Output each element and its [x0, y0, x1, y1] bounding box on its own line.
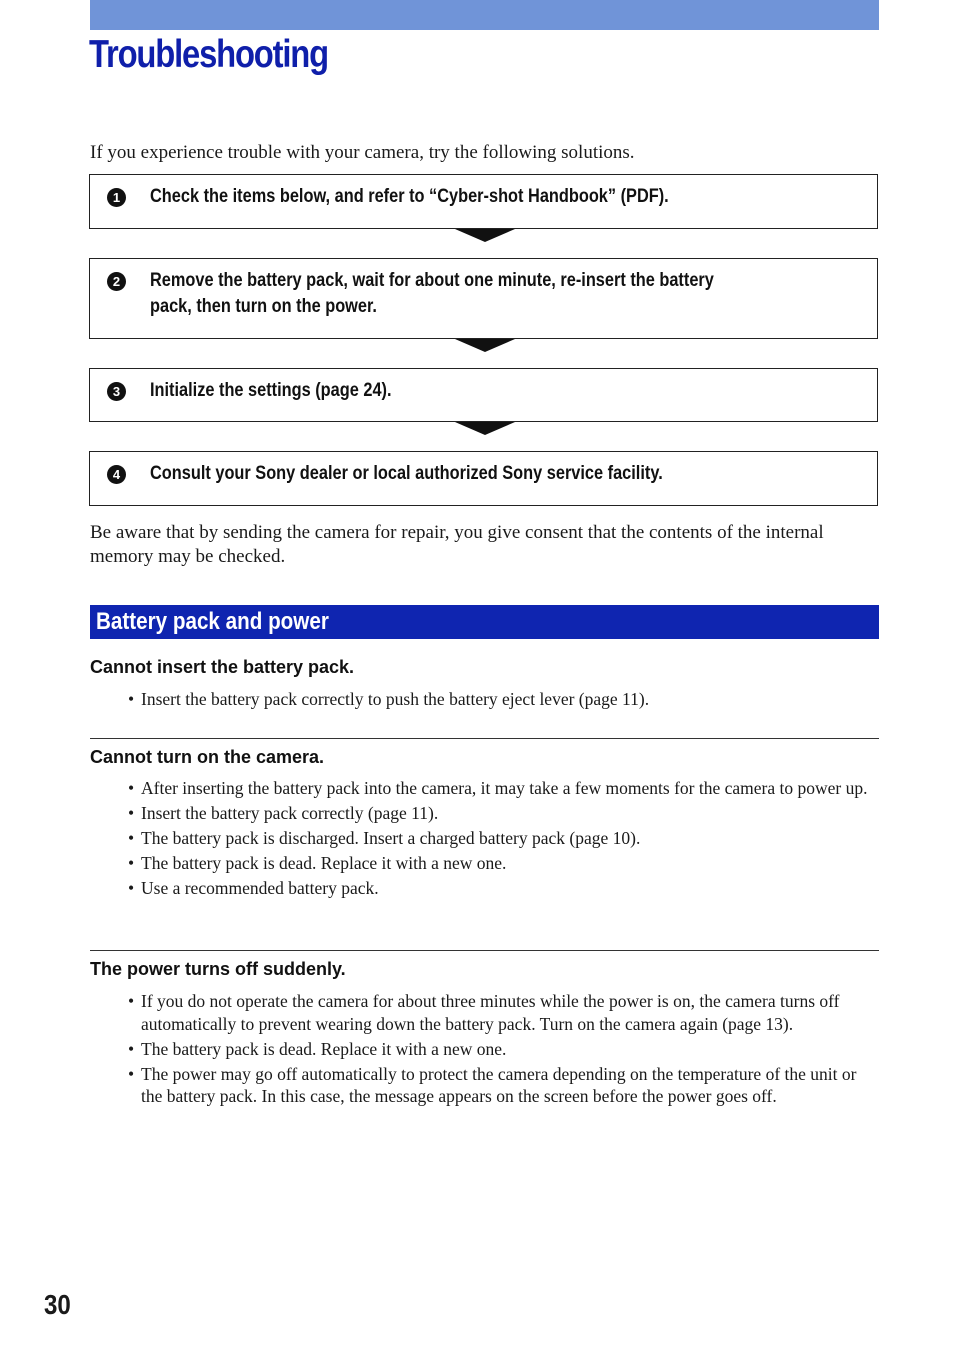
step-number-1: 1: [107, 188, 126, 207]
step-number-3: 3: [107, 382, 126, 401]
list-item: • The battery pack is dead. Replace it with a new one.: [128, 1038, 880, 1061]
topic-list: [128, 688, 880, 713]
list-item: • The power may go off automatically to protect the camera depending on the temperature of the unit or the battery pack. In this case, the message appears on the screen before the power goes off.: [128, 1063, 880, 1108]
divider: [90, 738, 879, 739]
list-item: • If you do not operate the camera for about three minutes while the power is on, the camera turns off automatically to prevent wearing down the battery pack. Turn on the camera again (page 13).: [128, 990, 880, 1035]
step-text-3: [150, 378, 859, 404]
topic-list: [128, 777, 880, 902]
intro-text: If you experience trouble with your camera, try the following solutions.: [90, 142, 635, 163]
list-item: • After inserting the battery pack into the camera, it may take a few moments for the camera to power up.: [128, 777, 880, 800]
topic-title: Cannot turn on the camera.: [90, 747, 325, 767]
step-box-3: [89, 368, 878, 422]
step-number-4: 4: [107, 465, 126, 484]
step-text-4-line: Consult your Sony dealer or local authorized Sony service facility.: [150, 463, 663, 484]
list-item: • The battery pack is discharged. Insert a charged battery pack (page 10).: [128, 827, 880, 850]
topic-title: The power turns off suddenly.: [90, 959, 346, 979]
page-title: Troubleshooting: [89, 33, 328, 76]
down-arrow-icon: [455, 339, 515, 352]
page-number: 30: [44, 1289, 71, 1320]
step-text-4: [150, 461, 859, 487]
step-text-2-line-1: Remove the battery pack, wait for about one minute, re-insert the battery: [150, 270, 714, 291]
step-text-1-line: Check the items below, and refer to “Cyber-shot Handbook” (PDF).: [150, 186, 669, 207]
step-box-1: [89, 174, 878, 229]
section-title: Battery pack and power: [96, 608, 329, 635]
step-box-2: [89, 258, 878, 339]
list-item: • Insert the battery pack correctly to push the battery eject lever (page 11).: [128, 688, 880, 711]
topic-list: [128, 990, 880, 1110]
list-item: • Use a recommended battery pack.: [128, 877, 880, 900]
section-header: [90, 605, 879, 639]
list-item: • Insert the battery pack correctly (page 11).: [128, 802, 880, 825]
step-text-3-line: Initialize the settings (page 24).: [150, 380, 392, 401]
divider: [90, 950, 879, 951]
step-number-2: 2: [107, 272, 126, 291]
header-color-bar: [90, 0, 879, 30]
repair-notice: Be aware that by sending the camera for repair, you give consent that the contents of the internal memory may be checked.: [90, 522, 824, 567]
down-arrow-icon: [455, 422, 515, 435]
step-box-4: [89, 451, 878, 506]
list-item: • The battery pack is dead. Replace it with a new one.: [128, 852, 880, 875]
step-text-2: [150, 268, 859, 320]
step-text-1: [150, 184, 859, 210]
step-text-2-line-2: pack, then turn on the power.: [150, 296, 377, 317]
topic-title: Cannot insert the battery pack.: [90, 657, 355, 677]
down-arrow-icon: [455, 229, 515, 242]
